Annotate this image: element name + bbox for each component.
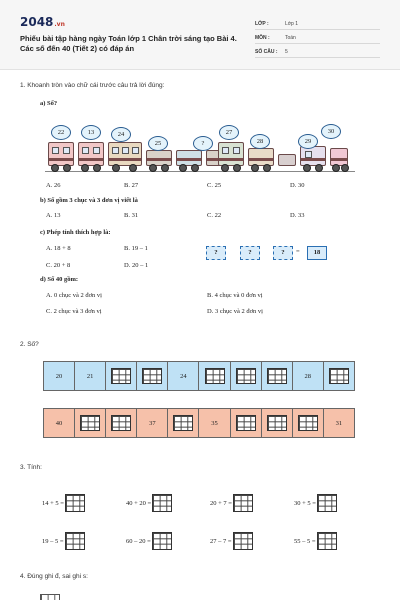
- strip-cell-blank[interactable]: [106, 409, 137, 437]
- number-bubble: 30: [321, 124, 341, 139]
- train-car: [78, 142, 104, 166]
- q1c-option-d[interactable]: D. 20 – 1: [124, 262, 149, 269]
- train-car: [300, 146, 326, 166]
- calc-item: 27 – 7 =: [210, 532, 253, 550]
- answer-box[interactable]: [65, 494, 85, 512]
- q1a-option-c[interactable]: C. 25: [207, 182, 222, 189]
- strip-cell-blank[interactable]: [324, 362, 354, 390]
- strip-cell: 20: [44, 362, 75, 390]
- q1c-option-a[interactable]: A. 18 + 8: [46, 245, 71, 252]
- worksheet-title: Phiếu bài tập hàng ngày Toán lớp 1 Chân trời sáng tạo Bài 4. Các số đến 40 (Tiết 2) có đáp án: [20, 34, 237, 53]
- wheel: [315, 164, 323, 172]
- q1-heading: 1. Khoanh tròn vào chữ cái trước câu trả lời đúng:: [20, 82, 165, 89]
- answer-box[interactable]: [152, 532, 172, 550]
- q1b-option-a[interactable]: A. 13: [46, 212, 61, 219]
- wheel: [112, 164, 120, 172]
- q1d-option-a[interactable]: A. 0 chục và 2 đơn vị: [46, 292, 102, 299]
- calc-item: 14 + 5 =: [42, 494, 85, 512]
- train-car: [218, 142, 244, 166]
- q1b-option-b[interactable]: B. 31: [124, 212, 139, 219]
- strip-cell-blank[interactable]: [106, 362, 137, 390]
- train-car: [278, 154, 296, 166]
- q1c-option-b[interactable]: B. 19 – 1: [124, 245, 148, 252]
- q1a-option-d[interactable]: D. 30: [290, 182, 305, 189]
- train-car: [48, 142, 74, 166]
- wheel: [233, 164, 241, 172]
- result-box: 18: [307, 246, 327, 260]
- strip-cell: 37: [137, 409, 168, 437]
- calc-item: 40 + 20 =: [126, 494, 172, 512]
- q1b-option-c[interactable]: C. 22: [207, 212, 222, 219]
- calc-item: 19 – 5 =: [42, 532, 85, 550]
- wheel: [341, 164, 349, 172]
- true-false-box[interactable]: [40, 594, 60, 600]
- blank-box[interactable]: ?: [273, 246, 293, 260]
- site-logo[interactable]: 2048.vn: [20, 15, 65, 29]
- train-illustration: [45, 122, 355, 172]
- page-header: [0, 0, 400, 70]
- q1c-option-c[interactable]: C. 20 + 8: [46, 262, 71, 269]
- wheel: [149, 164, 157, 172]
- blank-box[interactable]: ?: [206, 246, 226, 260]
- number-bubble: 22: [51, 125, 71, 140]
- number-strip-ascending: [43, 361, 355, 391]
- q1a-option-b[interactable]: B. 27: [124, 182, 139, 189]
- train-car: [176, 150, 202, 166]
- wheel: [93, 164, 101, 172]
- strip-cell: 24: [168, 362, 199, 390]
- calc-item: 55 – 5 =: [294, 532, 337, 550]
- q3-heading: 3. Tính:: [20, 464, 42, 471]
- q4-heading: 4. Đúng ghi đ, sai ghi s:: [20, 573, 88, 580]
- wheel: [81, 164, 89, 172]
- wheel: [303, 164, 311, 172]
- blank-box[interactable]: ?: [240, 246, 260, 260]
- wheel: [332, 164, 340, 172]
- strip-cell: 28: [293, 362, 324, 390]
- q1d-option-d[interactable]: D. 3 chục và 2 đơn vị: [207, 308, 263, 315]
- number-bubble: 24: [111, 127, 131, 142]
- meta-row-class: LỚP : Lớp 1: [255, 16, 380, 30]
- answer-box[interactable]: [317, 494, 337, 512]
- strip-cell-blank[interactable]: [168, 409, 199, 437]
- strip-cell-blank[interactable]: [231, 409, 262, 437]
- wheel: [51, 164, 59, 172]
- q1c-label: c) Phép tính thích hợp là:: [40, 229, 111, 236]
- number-bubble: 25: [148, 136, 168, 151]
- q1a-option-a[interactable]: A. 26: [46, 182, 61, 189]
- number-bubble: 28: [250, 134, 270, 149]
- strip-cell: 31: [324, 409, 354, 437]
- wheel: [191, 164, 199, 172]
- equals-sign: =: [296, 248, 300, 255]
- number-bubble-unknown: ?: [193, 136, 213, 151]
- wheel: [179, 164, 187, 172]
- wheel: [63, 164, 71, 172]
- answer-box[interactable]: [65, 532, 85, 550]
- worksheet-meta: [255, 16, 380, 58]
- number-bubble: 27: [219, 125, 239, 140]
- number-bubble: 29: [298, 134, 318, 149]
- number-bubble: 13: [81, 125, 101, 140]
- answer-box[interactable]: [152, 494, 172, 512]
- q1d-option-c[interactable]: C. 2 chục và 3 đơn vị: [46, 308, 102, 315]
- answer-box[interactable]: [233, 532, 253, 550]
- q1b-option-d[interactable]: D. 33: [290, 212, 305, 219]
- train-car: [108, 142, 142, 166]
- strip-cell-blank[interactable]: [293, 409, 324, 437]
- wheel: [221, 164, 229, 172]
- train-car: [146, 150, 172, 166]
- calc-item: 20 + 7 =: [210, 494, 253, 512]
- wheel: [129, 164, 137, 172]
- strip-cell: 40: [44, 409, 75, 437]
- q1d-label: d) Số 40 gồm:: [40, 276, 79, 283]
- calc-item: 30 + 5 =: [294, 494, 337, 512]
- q2-heading: 2. Số?: [20, 341, 39, 348]
- q1d-option-b[interactable]: B. 4 chục và 0 đơn vị: [207, 292, 263, 299]
- wheel: [161, 164, 169, 172]
- strip-cell-blank[interactable]: [262, 362, 293, 390]
- number-strip-descending: [43, 408, 355, 438]
- meta-row-subject: MÔN : Toán: [255, 30, 380, 44]
- strip-cell: 21: [75, 362, 106, 390]
- meta-row-count: SỐ CÂU : 5: [255, 44, 380, 58]
- answer-box[interactable]: [317, 532, 337, 550]
- train-car: [248, 148, 274, 166]
- wheel: [251, 164, 259, 172]
- strip-cell-blank[interactable]: [199, 362, 230, 390]
- strip-cell-blank[interactable]: [137, 362, 168, 390]
- strip-cell: 35: [199, 409, 230, 437]
- calc-item: 60 – 20 =: [126, 532, 172, 550]
- strip-cell-blank[interactable]: [262, 409, 293, 437]
- wheel: [263, 164, 271, 172]
- strip-cell-blank[interactable]: [75, 409, 106, 437]
- q1b-label: b) Số gồm 3 chục và 3 đơn vị viết là: [40, 197, 138, 204]
- strip-cell-blank[interactable]: [231, 362, 262, 390]
- answer-box[interactable]: [233, 494, 253, 512]
- q1a-label: a) Số?: [40, 100, 58, 107]
